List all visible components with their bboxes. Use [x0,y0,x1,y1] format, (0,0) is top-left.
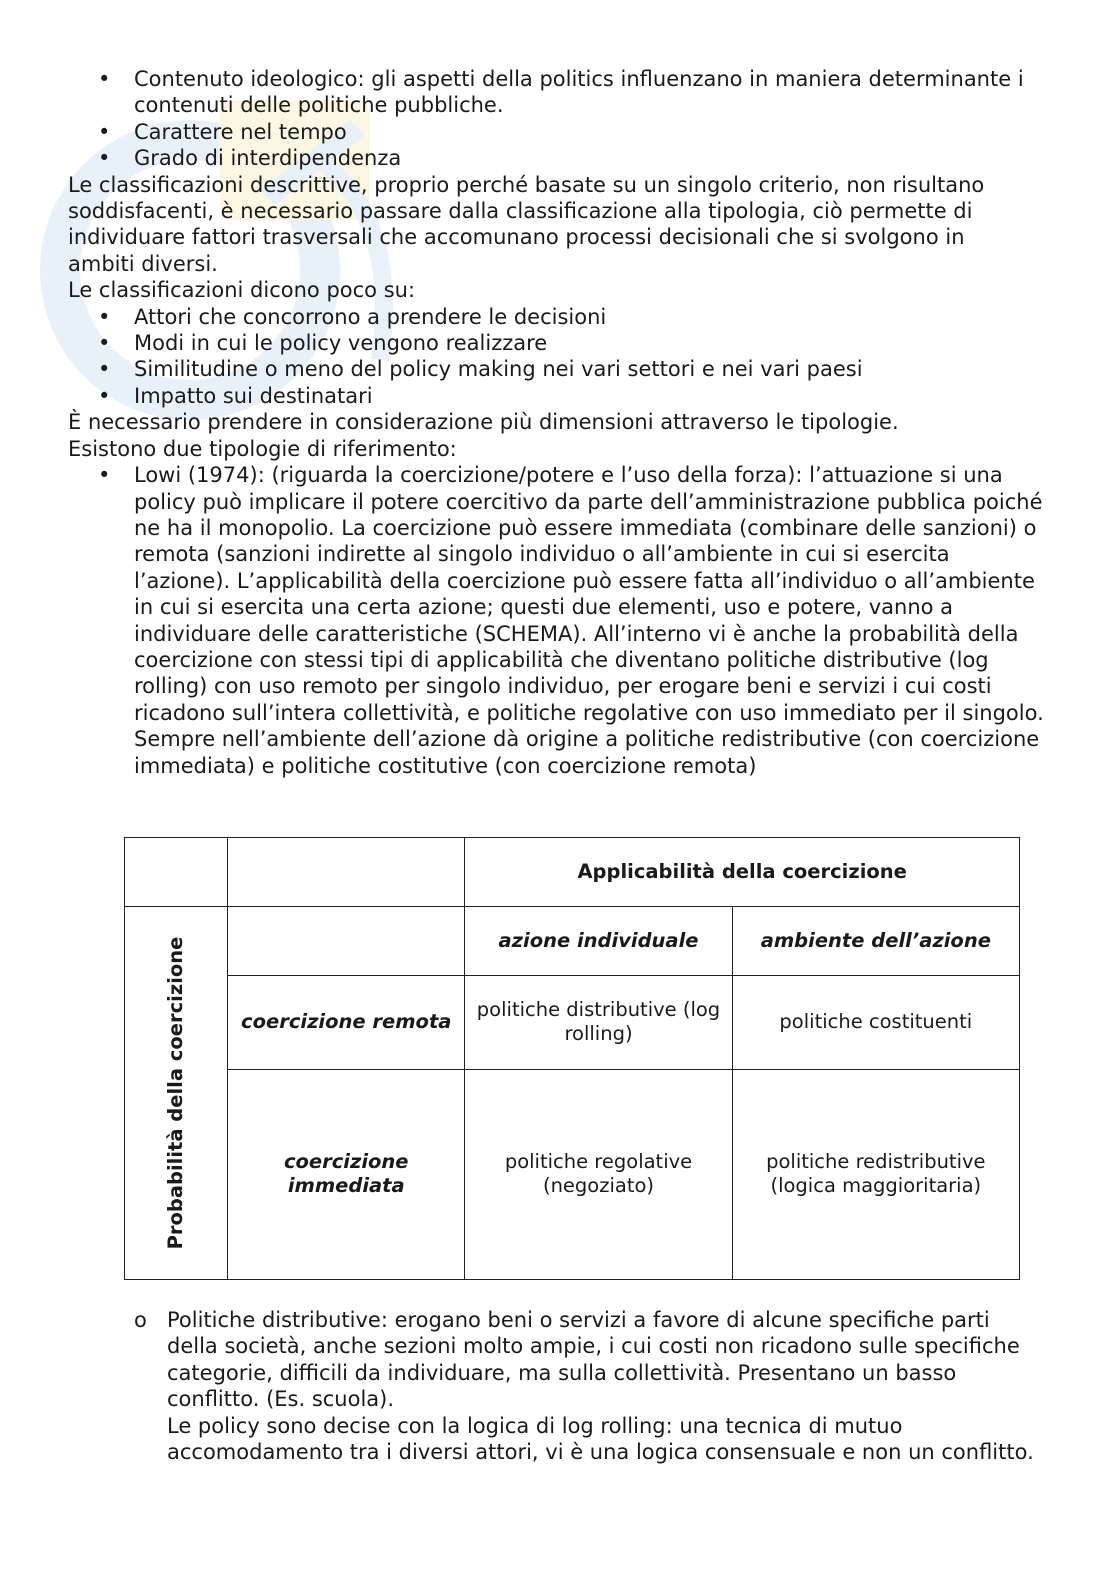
list-item: • Modi in cui le policy vengono realizzare [68,330,1048,356]
paragraph-classificazioni: Le classificazioni descrittive, proprio perché basate su un singolo criterio, non risultano soddisfacenti, è necessario passare dalla classificazione alla tipologia, ciò permette di individuare fattori trasversali che accomunano processi decisionali che si svolgono in ambiti diversi. [68,172,985,276]
col-header-individuale: azione individuale [465,907,732,976]
paragraph-necessario: È necessario prendere in considerazione più dimensioni attraverso le tipologie. [68,410,899,435]
col-header-ambiente: ambiente dell’azione [732,907,1019,976]
sub-item-distributive [134,1307,1034,1465]
row-header-immediata: coercizione immediata [228,1069,465,1279]
bullet-list-dicono-poco [68,304,1048,410]
paragraph-esistono: Esistono due tipologie di riferimento: [68,436,457,461]
list-item: • Grado di interdipendenza [68,145,1048,171]
table-cell: politiche redistributive (logica maggioritaria) [732,1069,1019,1279]
vertical-header-cell [125,907,228,1280]
paragraph-dicono-poco: Le classificazioni dicono poco su: [68,278,416,303]
table-cell: politiche distributive (log rolling) [465,976,732,1069]
sub-paragraph: Le policy sono decise con la logica di log rolling: una tecnica di mutuo accomodamento tra i diversi attori, vi è una logica consensuale e non un conflitto. [167,1413,1034,1465]
schema-table [124,837,1020,1280]
list-item: • Attori che concorrono a prendere le decisioni [68,304,1048,330]
table-cell-empty [228,907,465,976]
sub-paragraph: Politiche distributive: erogano beni o servizi a favore di alcune specifiche parti della società, anche sezioni molto ampie, i cui costi non ricadono sulle specifiche categorie, difficili da individuare, ma sulla collettività. Presentano un basso conflitto. (Es. scuola). [167,1308,1020,1412]
bullet-list-lowi [68,462,1048,779]
table-cell-empty [125,838,228,907]
table-cell: politiche costituenti [732,976,1019,1069]
schema-table-wrapper [124,837,1020,1280]
list-item: • Impatto sui destinatari [68,383,1048,409]
vertical-label-probabilita: Probabilità della coercizione [164,936,188,1250]
table-cell-empty [228,838,465,907]
table-cell: politiche regolative (negoziato) [465,1069,732,1279]
main-text [68,66,1048,779]
list-item-lowi: • Lowi (1974): (riguarda la coercizione/potere e l’uso della forza): l’attuazione si una policy può implicare il potere coercitivo da parte dell’amministrazione pubblica poiché ne ha il monopolio. La coercizione può essere immediata (combinare delle sanzioni) o remota (sanzioni indirette al singolo individuo o all’ambiente in cui si esercita l’azione). L’applicabilità della coercizione può essere fatta all’individuo o all’ambiente in cui si esercita una certa azione; questi due elementi, uso e potere, vanno a individuare delle caratteristiche (SCHEMA). All’interno vi è anche la probabilità della coercizione con stessi tipi di applicabilità che diventano politiche distributive (log rolling) con uso remoto per singolo individuo, per erogare beni e servizi i cui costi ricadono sull’intera collettività, e politiche regolative con uso immediato per il singolo. Sempre nell’ambiente dell’azione dà origine a politiche redistributive (con coercizione immediata) e politiche costitutive (con coercizione remota) [68,462,1048,779]
list-item: • Contenuto ideologico: gli aspetti della politics influenzano in maniera determinante i contenuti delle politiche pubbliche. [68,66,1048,119]
row-header-remota: coercizione remota [228,976,465,1069]
list-item: • Carattere nel tempo [68,119,1048,145]
list-item: • Similitudine o meno del policy making nei vari settori e nei vari paesi [68,356,1048,382]
header-applicabilita: Applicabilità della coercizione [465,838,1020,907]
sub-bullet-marker: o [134,1308,147,1332]
sub-item-body [167,1307,1034,1465]
bullet-list-criteri [68,66,1048,172]
